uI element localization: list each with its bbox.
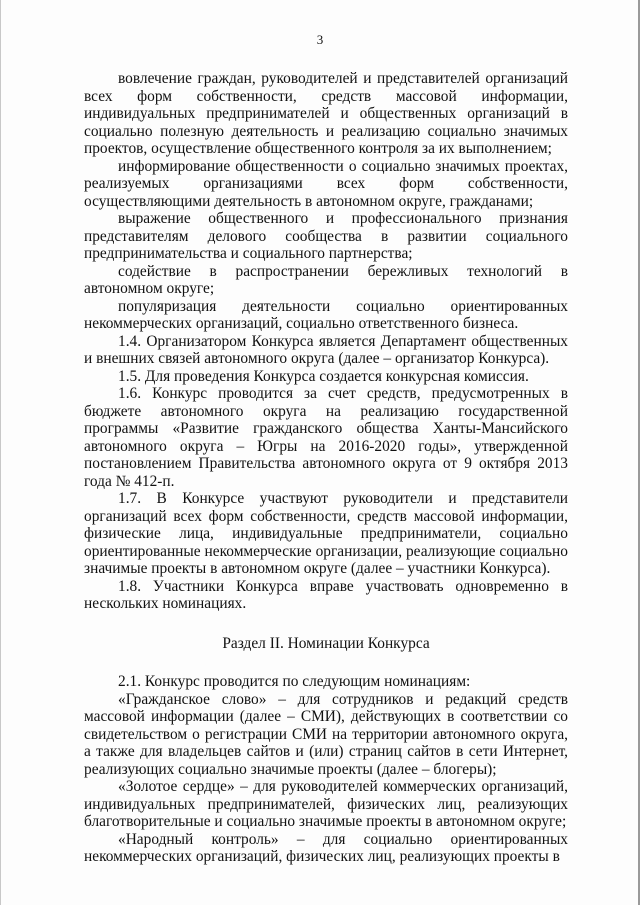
paragraph: 1.8. Участники Конкурса вправе участвовать одновременно в нескольких номинациях. bbox=[84, 577, 568, 612]
section-heading: Раздел II. Номинации Конкурса bbox=[222, 634, 430, 652]
paragraph: вовлечение граждан, руководителей и представителей организаций всех форм собственности, средств массовой информации, индивидуальных предпринимателей и общественных организаций в социально полезную деятельность и реализацию социально значимых проектов, осуществление общественного контроля за их выполнением; bbox=[84, 70, 568, 157]
page-edge-left bbox=[0, 0, 1, 905]
paragraph: выражение общественного и профессионального признания представителям делового сообщества в развитии социального предпринимательства и социального партнерства; bbox=[84, 210, 568, 262]
paragraph: содействие в распространении бережливых технологий в автономном округе; bbox=[84, 262, 568, 297]
paragraph: 1.6. Конкурс проводится за счет средств, предусмотренных в бюджете автономного округа на реализацию государственной программы «Развитие гражданского общества Ханты-Мансийского автономного округа – Югры на 2016-2020 годы», утвержденной постановлением Правительства автономного округа от 9 октября 2013 года № 412-п. bbox=[84, 385, 568, 490]
paragraph: 1.7. В Конкурсе участвуют руководители и представители организаций всех форм собственности, средств массовой информации, физические лица, индивидуальные предприниматели, социально ориентированные некоммерческие организации, реализующие социально значимые проекты в автономном округе (далее – участники Конкурса). bbox=[84, 490, 568, 577]
paragraph: «Народный контроль» – для социально ориентированных некоммерческих организаций, физических лиц, реализующих проекты в bbox=[84, 830, 568, 865]
paragraph: 1.5. Для проведения Конкурса создается конкурсная комиссия. bbox=[118, 367, 529, 385]
page-number: 3 bbox=[316, 32, 324, 47]
paragraph: «Золотое сердце» – для руководителей коммерческих организаций, индивидуальных предпринимателей, физических лиц, реализующих благотворительные и социально значимые проекты в автономном округе; bbox=[84, 778, 568, 830]
paragraph: информирование общественности о социально значимых проектах, реализуемых организациями всех форм собственности, осуществляющими деятельность в автономном округе, гражданами; bbox=[84, 157, 568, 210]
paragraph: 2.1. Конкурс проводится по следующим номинациям: bbox=[118, 673, 471, 690]
paragraph: популяризация деятельности социально ориентированных некоммерческих организаций, социально ответственного бизнеса. bbox=[84, 297, 568, 332]
document-body bbox=[84, 70, 568, 866]
paragraph: «Гражданское слово» – для сотрудников и редакций средств массовой информации (далее – СМИ), действующих в соответствии со свидетельством о регистрации СМИ на территории автономного округа, а также для владельцев сайтов и (или) страниц сайтов в сети Интернет, реализующих социально значимые проекты (далее – блогеры); bbox=[84, 690, 568, 778]
paragraph: 1.4. Организатором Конкурса является Департамент общественных и внешних связей автономного округа (далее – организатор Конкурса). bbox=[84, 332, 568, 367]
